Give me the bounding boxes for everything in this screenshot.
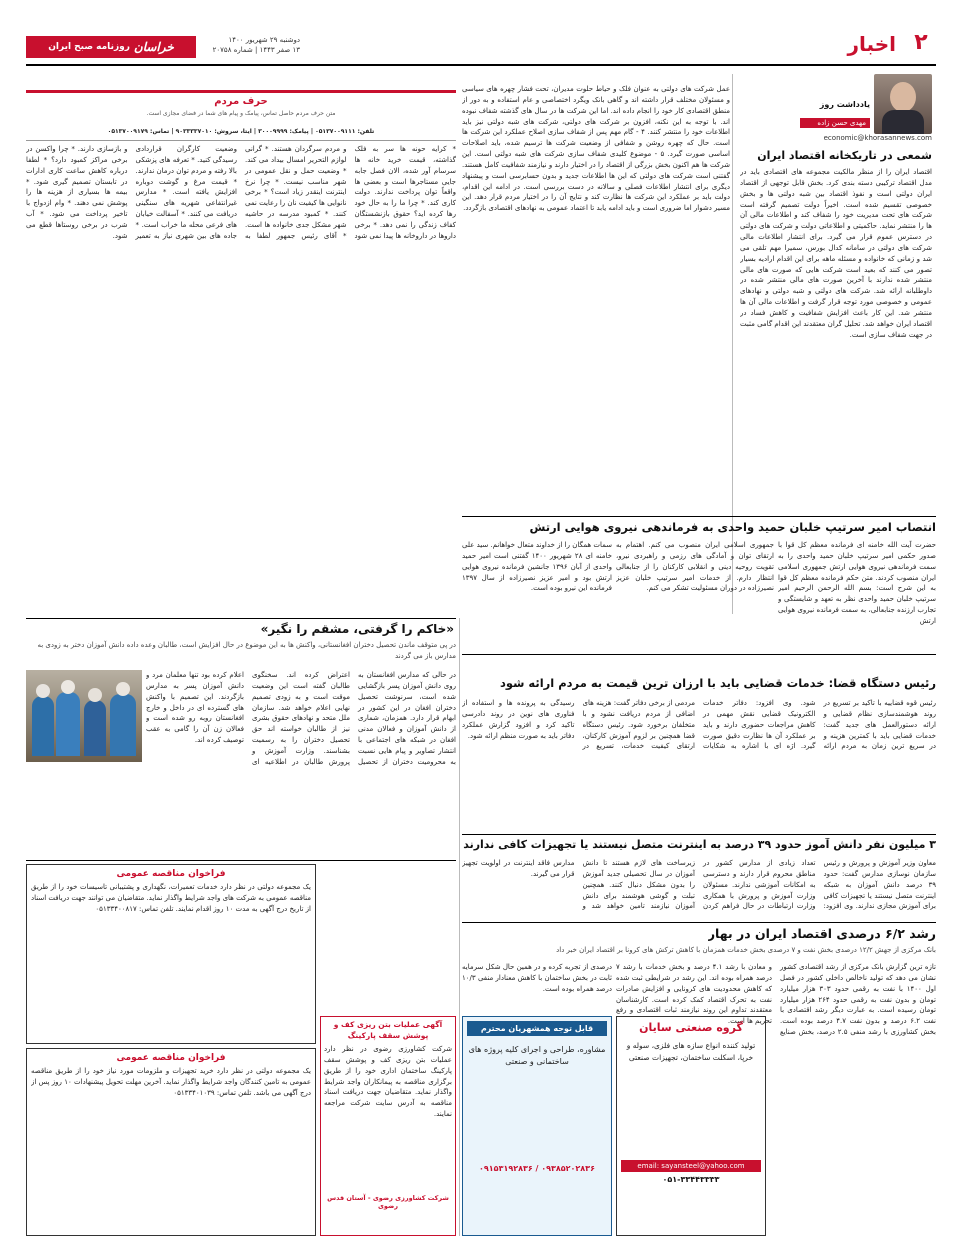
consult-title: قابل توجه همشهریان محترم xyxy=(467,1021,607,1036)
tender2-title: فراخوان مناقصه عمومی xyxy=(116,1053,226,1063)
people-voice-contacts: تلفن: ۰۵۱۳۷۰۰۹۱۱۱ | پیامک: ۳۰۰۰۹۹۹۹ | ایتا، سروش: ۹۰۳۳۳۳۷۰۱۰ | تماس: ۰۵۱۳۷۰۰۹۱۷۹ xyxy=(107,128,375,135)
people-voice-body: * کرایه حونه ها سر به فلک گذاشته، قیمت خرید خانه ها سرسام آور شده، الان فصل جابه جایی مستاجرها است و بعضی ها واقعاً توان پرداخت ندارند. دولت کاری کند. * چرا ما را به حال خود رها کرده اید؟ حقوق بازنشستگان کفاف زندگی را نمی دهد. * برخی داروها در داروخانه ها پیدا نمی شود و مردم سرگردان هستند. * گرانی لوازم التحریر امسال بیداد می کند. * وضعیت حمل و نقل عمومی در شهر مناسب نیست. * چرا نرخ اینترنت اینقدر زیاد است؟ * برخی نانوایی ها کیفیت نان را رعایت نمی کنند. * کمبود مدرسه در حاشیه شهر مشکل جدی خانواده ها است. * آقای رئیس جمهور لطفا به وضعیت کارگران قراردادی رسیدگی کنید. * تعرفه های پزشکی بالا رفته و مردم توان درمان ندارند. * قیمت مرغ و گوشت دوباره افزایش یافته است. * مدارس غیرانتفاعی شهریه های سنگینی دریافت می کنند. * آسفالت خیابان های فرعی محله ما خراب است. * جاده های بین شهری نیاز به تعمیر و بازسازی دارند. * چرا واکسن در برخی مراکز کمبود دارد؟ * لطفا درباره کاهش ساعت کاری ادارات در تابستان تصمیم گیری شود. * بیمه ها بسیاری از هزینه ها را پوشش نمی دهند. * وام ازدواج با تاخیر پرداخت می شود. * آب شرب در برخی روستاها قطع می شود. xyxy=(26,145,456,240)
commander-mid-body: جمهوری اسلامی ایران منصوب می کنم. اهتمام به ارتقای توان و آمادگی های رزمی و راهبردی نیرو، تقویت روحیه دینی و انقلابی کارکنان را از جنابعالی انتظار دارم. از خدمات امیر سرتیپ خلبان عزیز نصیرزاده در دوران مسئولیت تشکر می کنم. xyxy=(616,541,774,593)
section-title: اخبار xyxy=(847,32,896,56)
steel-title: گروه صنعتی سایان xyxy=(639,1021,743,1034)
tender-ad-2 xyxy=(26,1048,316,1236)
afghan-photo xyxy=(26,670,142,762)
growth-title: رشد ۶/۲ درصدی اقتصاد ایران در بهار xyxy=(707,926,936,941)
agri-body: شرکت کشاورزی رضوی در نظر دارد عملیات بتن ریزی کف و پوشش سقف پارکینگ ساختمان اداری خود را از طریق برگزاری مناقصه به پیمانکاران واجد شرایط واگذار نماید. متقاضیان جهت دریافت اسناد مناقصه به آدرس سایت شرکت مراجعه نمایند. xyxy=(324,1045,452,1119)
people-voice-bar xyxy=(26,90,456,93)
steel-body: تولید کننده انواع سازه های فلزی، سوله و خرپا، اسکلت ساختمان، تجهیزات صنعتی xyxy=(626,1041,756,1062)
tender1-body: یک مجموعه دولتی در نظر دارد خدمات تعمیرات، نگهداری و پشتیبانی تاسیسات خود را از طریق مناقصه عمومی به شرکت های واجد شرایط واگذار نماید. متقاضیان می توانند جهت دریافت اسناد از تاریخ درج آگهی به مدت ۱۰ روز اقدام نمایند. تلفن تماس: ۰۵۱۳۳۴۰۰۸۱۷ xyxy=(31,883,311,913)
growth-rule xyxy=(462,922,936,923)
agri-footer: شرکت کشاورزی رضوی - آستان قدس رضوی xyxy=(327,1194,449,1210)
commander-rule xyxy=(462,516,936,517)
brand-text: روزنامه صبح ایران xyxy=(48,42,130,52)
afghan-rule xyxy=(26,618,456,619)
people-voice-subtitle: متن حرف مردم حاصل تماس، پیامک و پیام های شما در فضای مجازی است. xyxy=(146,110,336,117)
schools-title: ۳ میلیون نفر دانش آموز حدود ۳۹ درصد به اینترنت متصل نیستند یا تجهیزات کافی ندارند xyxy=(463,838,936,851)
logo-text: خراسان xyxy=(133,40,174,54)
judiciary-title: رئیس دستگاه قضا: خدمات قضایی باید با ارزان ترین قیمت به مردم ارائه شود xyxy=(499,676,936,690)
tender1-title: فراخوان مناقصه عمومی xyxy=(116,869,226,879)
column-email: economic@khorasannews.com xyxy=(823,134,932,142)
commander-title: انتصاب امیر سرتیپ خلبان حمید واحدی به فرماندهی نیروی هوایی ارتش xyxy=(529,520,936,534)
column-title: شمعی در تاریکخانه اقتصاد ایران xyxy=(757,149,932,162)
masthead-rule xyxy=(26,64,936,66)
column-author: مهدی حسن زاده xyxy=(800,118,870,128)
afghan-title: «خاکم را گرفتی، مشقم را نگیر» xyxy=(260,622,454,636)
commander-right-body: حضرت آیت الله خامنه ای فرمانده معظم کل قوا با صدور حکمی امیر سرتیپ خلبان حمید واحدی را به سمت فرماندهی نیروی هوایی ارتش جمهوری اسلامی ایران منصوب کردند. متن حکم فرمانده معظم کل قوا به این شرح است: بسم الله الرحمن الرحیم امیر سرتیپ خلبان حمید واحدی نظر به تعهد و شایستگی و تجارب ارزنده جنابعالی، به سمت فرمانده نیروی هوایی ارتش xyxy=(778,541,936,625)
agri-ad xyxy=(320,1016,456,1236)
brand-banner xyxy=(26,36,196,58)
people-voice-header xyxy=(26,84,456,124)
masthead xyxy=(26,30,936,62)
steel-email: email: sayansteel@yahoo.com xyxy=(621,1160,761,1172)
date-line-1: دوشنبه ۲۹ شهریور ۱۴۰۰ xyxy=(228,36,300,44)
judiciary-rule xyxy=(462,654,936,655)
page-number: ۲ xyxy=(914,30,928,55)
mid-article-body: عمل شرکت های دولتی به عنوان فلک و حیاط حلوت مدیران، تحت فشار چهره های سیاسی و مسئولان مختلف قرار داشته اند و گاهی بانک ویگرد اختصاصی و عام استفاده و به دور از منطق اقتصادی کار خود را انجام داده اند. اما این شرکت ها در سال های گذشته شفاف نبوده اند. با توجه به این نکته، افزون بر شرکت های دولتی، شرکت های شبه دولتی نیز باید اطلاعات خود را منتشر کنند. ۴ - گام مهم پس از شفاف سازی اصلاح عملکرد این شرکت ها است. حال که چهره روشن و شفافی از وضعیت شرکت ها ترسیم شده، باید اصلاحات اساسی صورت گیرد. ۵ - موضوع کلیدی شفاف سازی شرکت های شبه دولتی است. این شرکت ها هم اکنون بخش بزرگی از اقتصاد را در اختیار دارند و نیازمند شفافیت کامل هستند. گفتنی است شرکت های دولتی که این ها اطلاعات جدید و بدون حسابرسی است و پیشنهاد دیگری برای انتشار اطلاعات فصلی و سالانه در دست بررسی است. در ادامه این اقدام، دولت باید بر عملکرد این شرکت ها نظارت کند و نتایج آن را در اختیار مردم قرار دهد. این مسیر دشوار اما ضروری است و باید ادامه یابد تا اعتماد عمومی به نهادهای اقتصادی بازگردد. xyxy=(462,85,730,213)
column-body: اقتصاد ایران را از منظر مالکیت مجموعه های اقتصادی باید در مدل اقتصاد ترکیبی دسته بندی کرد. بخش قابل توجهی از اقتصاد ایران دولتی است و نفوذ اقتصاد بین شبه دولتی ها و بخش خصوصی تقسیم شده است. اخیراً دولت تصمیم گرفته است شرکت های تحت مدیریت خود را شفاف کند و اطلاعات مالی آن ها را منتشر نماید. حاکمیتی و اطلاعاتی دولت و شرکت های دولتی در دسترس عموم قرار می گیرد. برای انتشار اطلاعات مالی شرکت های دولتی در سامانه کدال بورس، سمیرا مهم تلقی می شد و زمانی که خانواده و مسئله ماهه برای این اقدام ارادیه بسیار تصور می کنند که بعید است شرکت هایی که صورت های مالی منتشر شده ندارند با آخرین صورت های مالی منتشر شده در داوطلبانه ارائه شد. شرکت های دولتی و شبه دولتی و نهادهای عمومی و خصوصی مورد توجه قرار گرفت و اطلاعات مالی آن ها منتشر شد. این کار باعث افزایش شفافیت و کاهش فساد در اقتصاد ایران خواهد شد. تحلیل گران معتقدند این اقدام گامی مثبت در جهت شفاف سازی است. xyxy=(740,168,932,339)
steel-phone: ۰۵۱-۳۳۴۴۳۳۳۳ xyxy=(662,1175,720,1184)
consult-ad xyxy=(462,1016,612,1236)
afghan-subtitle: در پی متوقف ماندن تحصیل دختران افغانستانی، واکنش ها به این موضوع در حال افزایش است، طالبان وعده داده دانش آموزان دختر به زودی به مدارس باز می گردند xyxy=(37,641,456,660)
ads-rule xyxy=(26,860,456,861)
people-voice-rule xyxy=(26,140,456,141)
tender2-body: یک مجموعه دولتی در نظر دارد خرید تجهیزات و ملزومات مورد نیاز خود را از طریق مناقصه عمومی به تامین کنندگان واجد شرایط واگذار نماید. آخرین مهلت تحویل پیشنهادات ۱۰ روز پس از درج آگهی می باشد. تلفن تماس: ۰۵۱۳۳۴۰۱۰۳۹ xyxy=(31,1067,311,1097)
agri-title: آگهی عملیات بتن ریزی کف و پوشش سقف پارکینگ xyxy=(333,1020,443,1040)
steel-ad xyxy=(616,1016,766,1236)
author-photo xyxy=(874,74,932,134)
tender-ad-1 xyxy=(26,864,316,1044)
issue-date xyxy=(200,36,300,56)
schools-rule xyxy=(462,834,936,835)
schools-body: معاون وزیر آموزش و پرورش و رئیس سازمان نوسازی مدارس گفت: حدود ۳۹ درصد دانش آموزان به شبکه اینترنت متصل نیستند یا تجهیزات کافی برای آموزش مجازی ندارند. وی افزود: تعداد زیادی از مدارس کشور در مناطق محروم قرار دارند و دسترسی به امکانات آموزشی ندارند. مسئولان وزارت آموزش و پرورش با همکاری وزارت ارتباطات در حال فراهم کردن زیرساخت های لازم هستند تا دانش آموزان در سال تحصیلی جدید آموزش را بدون مشکل دنبال کنند. همچنین تبلت و گوشی هوشمند برای دانش آموزان نیازمند تامین خواهد شد و مدارس فاقد اینترنت در اولویت تجهیز قرار می گیرند. xyxy=(462,859,936,911)
people-voice-title: حرف مردم xyxy=(214,96,268,107)
judiciary-body: رئیس قوه قضاییه با تاکید بر تسریع در روند هوشمندسازی نظام قضایی و ارائه دستورالعمل های جدید گفت: خدمات قضایی باید با کمترین هزینه و در سریع ترین زمان به مردم ارائه شود. وی افزود: دفاتر خدمات الکترونیک قضایی نقش مهمی در کاهش مراجعات حضوری دارند و باید بر عملکرد آن ها نظارت دقیق صورت گیرد. اژه ای با اشاره به شکایات مردمی از برخی دفاتر گفت: هزینه های اضافی از مردم دریافت نشود و با متخلفان برخورد شود. رئیس دستگاه قضا همچنین بر لزوم آموزش کارکنان، ارتقای کیفیت خدمات، تسریع در رسیدگی به پرونده ها و استفاده از فناوری های نوین در روند دادرسی تاکید کرد و افزود گزارش عملکرد دفاتر باید به صورت منظم ارائه شود. xyxy=(462,699,936,751)
column-kicker: یادداشت روز xyxy=(819,100,870,109)
date-line-2: ۱۳ صفر ۱۴۴۳ | شماره ۲۰۷۵۸ xyxy=(212,45,300,54)
consult-body: مشاوره، طراحی و اجرای کلیه پروژه های ساختمانی و صنعتی xyxy=(468,1045,606,1067)
center-divider xyxy=(459,618,460,1236)
growth-body: تازه ترین گزارش بانک مرکزی از رشد اقتصادی کشور نشان می دهد که تولید ناخالص داخلی کشور در فصل اول ۱۴۰۰ با نفت به رقمی حدود ۳۰۳ هزار میلیارد تومان و بدون نفت به رقمی حدود ۲۶۴ هزار میلیارد تومان رسیده است. به عبارت دیگر رشد اقتصادی با نفت ۶.۲ درصد و بدون نفت ۴.۷ درصد بوده است. بخش کشاورزی با رشد منفی ۲.۵ درصد، بخش صنایع و معادن با رشد ۴.۱ درصد و بخش خدمات با رشد ۷ درصد همراه بوده اند. این رشد در شرایطی ثبت شده که کاهش محدودیت های کرونایی و افزایش صادرات نفت به تحرک اقتصاد کمک کرده است. کارشناسان معتقدند تداوم این روند نیازمند ثبات اقتصادی و رفع تحریم ها است. xyxy=(616,963,936,1037)
afghan-body: در حالی که مدارس افغانستان به روی دانش آموزان پسر بازگشایی شده است، سرنوشت تحصیل دختران افغان در این کشور در ابهام قرار دارد. همزمان، شماری از دانش آموزان و فعالان مدنی افغان در شبکه های اجتماعی با انتشار تصاویر و پیام هایی نسبت به محرومیت دختران از تحصیل اعتراض کرده اند. سخنگوی طالبان گفته است این وضعیت موقت است و به زودی تصمیم نهایی اعلام خواهد شد. سازمان ملل متحد و نهادهای حقوق بشری نیز از طالبان خواسته اند حق تحصیل دختران را به رسمیت بشناسند. وزارت آموزش و پرورش طالبان در اطلاعیه ای اعلام کرده بود تنها معلمان مرد و دانش آموزان پسر به مدارس بازگردند. این تصمیم با واکنش های گسترده ای در داخل و خارج افغانستان روبه رو شده است و فعالان زن آن را گامی به عقب توصیف کرده اند. xyxy=(146,671,456,766)
commander-left-body: سمات همگان را از خداوند متعال خواهانم. سید علی خامنه ای ۲۸ شهریور ۱۴۰۰ گفتنی است امیر حمید واحدی از آبان ۱۳۹۶ جانشین فرمانده نیروی هوایی ارتش بود و امیر عزیز نصیرزاده از سال ۱۳۹۷ فرمانده این نیرو بوده است. xyxy=(462,541,612,593)
growth-subtitle: بانک مرکزی از جهش ۱۲/۲ درصدی بخش نفت و ۷ درصدی بخش خدمات همزمان با کاهش ترکش های کرونا بر اقتصاد ایران خبر داد xyxy=(556,946,936,954)
consult-phone: ۰۹۱۵۳۱۹۲۸۳۶ / ۰۹۳۸۵۲۰۲۸۳۶ xyxy=(479,1164,595,1173)
growth-middle-text: درصدی از تجربه کرده و در همین حال شکل سرمایه ثابت در بخش ساختمان با کاهش معنادار منفی ۱۰/۳ درصد همراه بوده است. xyxy=(462,963,612,993)
